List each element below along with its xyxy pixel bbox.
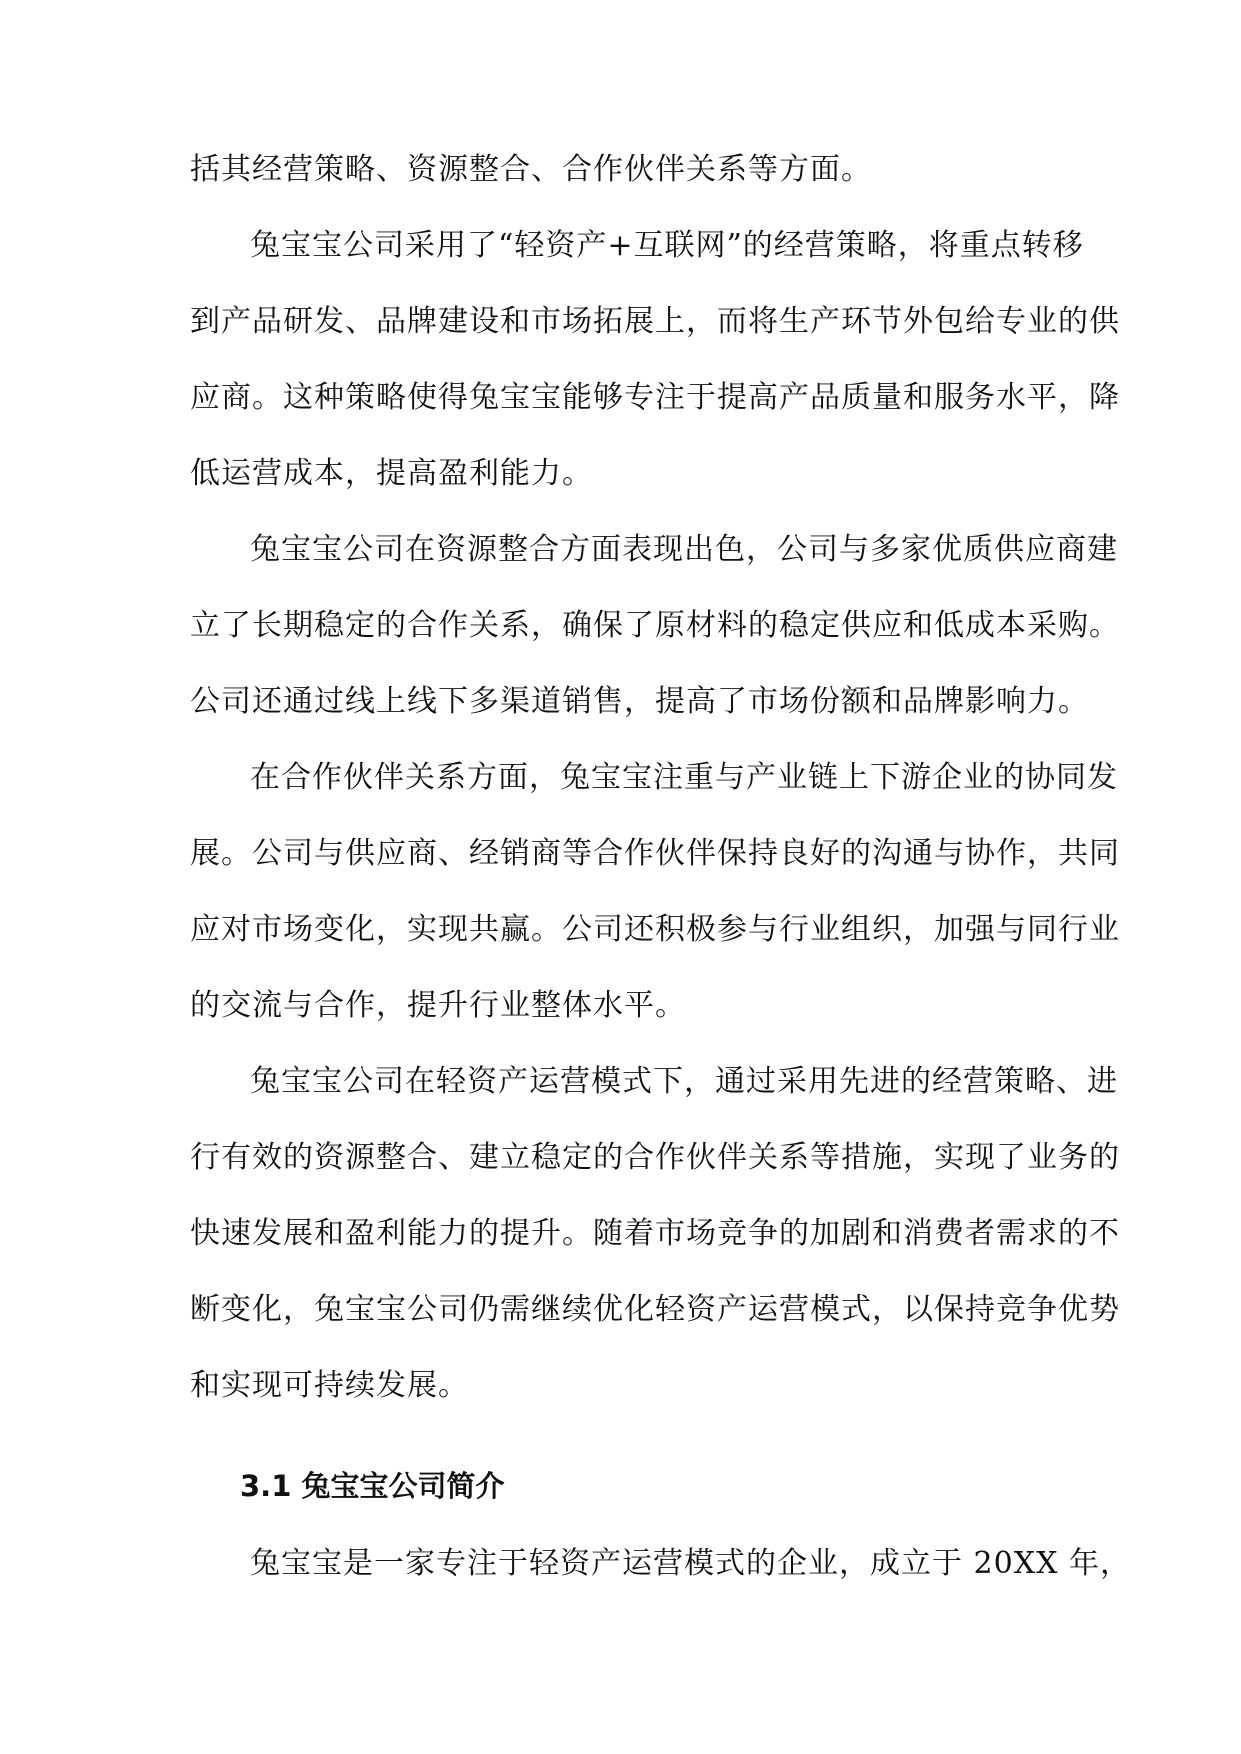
- paragraph-first-line: 兔宝宝公司采用了“轻资产+互联网”的经营策略，将重点转移: [250, 228, 1084, 263]
- paragraph-first-line: 兔宝宝公司在资源整合方面表现出色，公司与多家优质供应商建: [250, 532, 1118, 567]
- text-line: 和实现可持续发展。: [190, 1368, 469, 1403]
- text-line: 展。公司与供应商、经销商等合作伙伴保持良好的沟通与协作，共同: [190, 836, 1120, 871]
- text-line: 快速发展和盈利能力的提升。随着市场竞争的加剧和消费者需求的不: [190, 1216, 1120, 1251]
- text-line: 的交流与合作，提升行业整体水平。: [190, 988, 686, 1023]
- text-line: 立了长期稳定的合作关系，确保了原材料的稳定供应和低成本采购。: [190, 608, 1120, 643]
- text-line: 断变化，兔宝宝公司仍需继续优化轻资产运营模式，以保持竞争优势: [190, 1292, 1120, 1327]
- paragraph-first-line: 在合作伙伴关系方面，兔宝宝注重与产业链上下游企业的协同发: [250, 760, 1118, 795]
- text-line: 到产品研发、品牌建设和市场拓展上，而将生产环节外包给专业的供: [190, 304, 1120, 339]
- text-line: 低运营成本，提高盈利能力。: [190, 456, 593, 491]
- paragraph-first-line: 兔宝宝公司在轻资产运营模式下，通过采用先进的经营策略、进: [250, 1064, 1118, 1099]
- text-line: 行有效的资源整合、建立稳定的合作伙伴关系等措施，实现了业务的: [190, 1140, 1120, 1175]
- text-line: 括其经营策略、资源整合、合作伙伴关系等方面。: [190, 152, 872, 187]
- section-heading: 3.1 兔宝宝公司简介: [240, 1469, 505, 1503]
- text-line: 公司还通过线上线下多渠道销售，提高了市场份额和品牌影响力。: [190, 684, 1089, 719]
- text-line: 应对市场变化，实现共赢。公司还积极参与行业组织，加强与同行业: [190, 912, 1120, 947]
- text-line: 应商。这种策略使得兔宝宝能够专注于提高产品质量和服务水平，降: [190, 380, 1120, 415]
- paragraph-first-line: 兔宝宝是一家专注于轻资产运营模式的企业，成立于 20XX 年，: [250, 1546, 1131, 1581]
